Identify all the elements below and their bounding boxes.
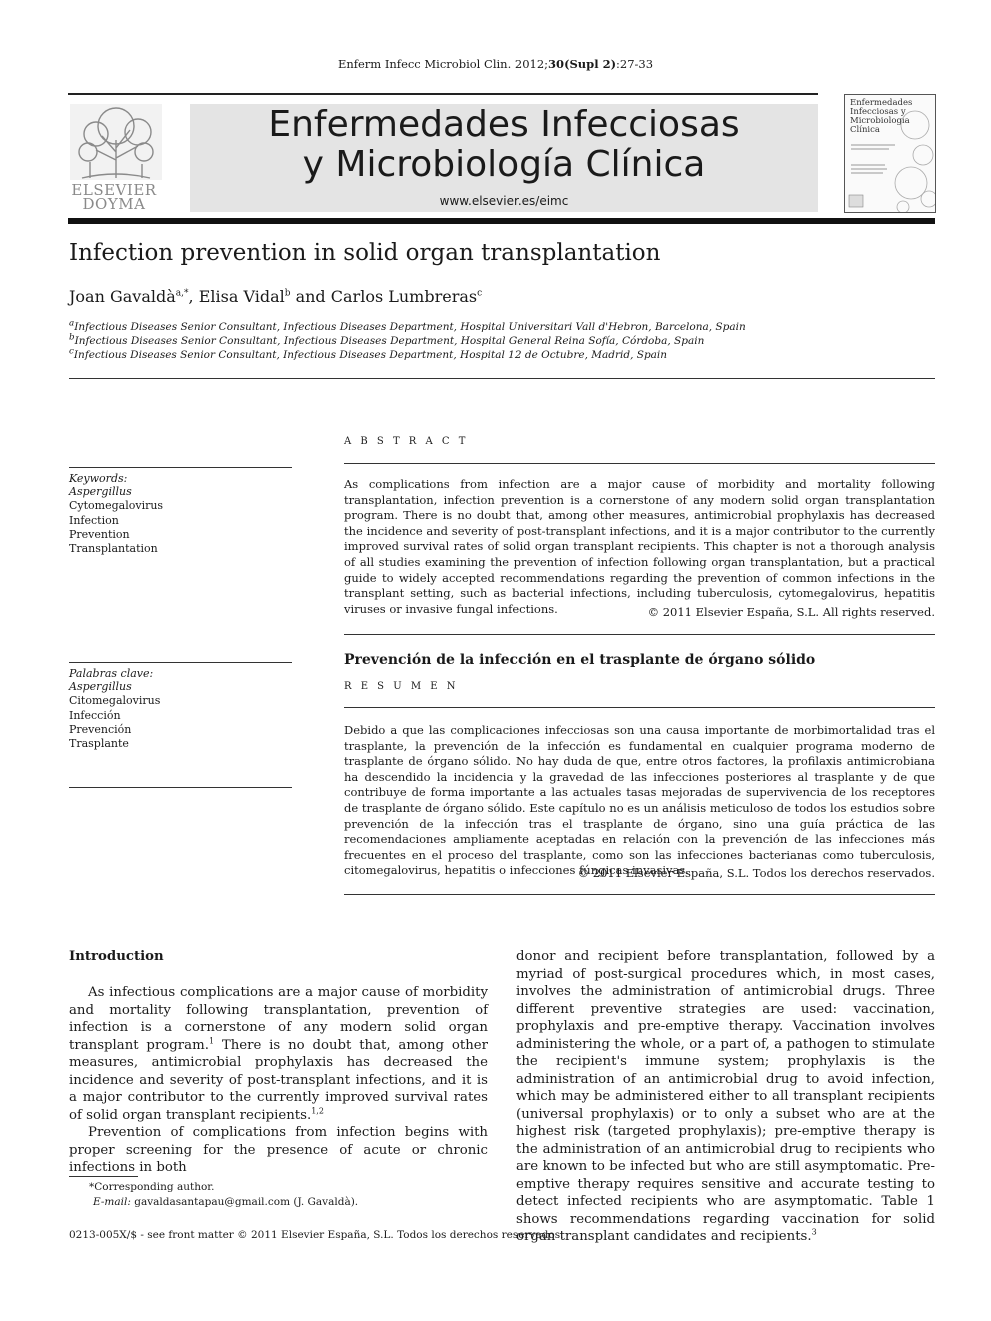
divider xyxy=(69,378,935,379)
keyword: Infección xyxy=(69,708,121,722)
keyword: Prevención xyxy=(69,722,132,736)
section-heading-introduction: Introduction xyxy=(69,949,164,964)
footnote-email: E-mail: gavaldasantapau@gmail.com (J. Gavaldà). xyxy=(93,1196,359,1208)
author-name: Carlos Lumbreras xyxy=(330,287,478,306)
keyword: Cytomegalovirus xyxy=(69,499,164,513)
affiliation: $^a$Infectious Diseases Senior Consultant, Infectious Diseases Department, Hospital Universitari Vall d'Hebron, Barcelona, Spain xyxy=(69,318,746,333)
divider xyxy=(344,463,935,464)
body-paragraph: As infectious complications are a major cause of morbidity and mortality following transplantation, prevention of infection is a cornerstone of any modern solid organ transplant program.$^1$ There is no doubt that, among other measures, antimicrobial prophylaxis has decreased the incidence and severity of post-transplant infections, and it is a major contributor to the currently improved survival rates of solid organ transplant recipients.$^{1,2}$ xyxy=(69,985,488,1123)
front-matter-line: 0213-005X/$ - see front matter © 2011 Elsevier España, S.L. Todos los derechos reservados. xyxy=(69,1229,564,1241)
keyword: Aspergillus xyxy=(69,680,132,693)
journal-cover-thumbnail xyxy=(844,94,936,213)
body-right-column: donor and recipient before transplantation, followed by a myriad of post-surgical procedures which, in most cases, involves the administration of antimicrobial drugs. Three different preventive strategies are used: vaccination, prophylaxis and pre-emptive therapy. Vaccination involves administering the whole, or a part of, a pathogen to stimulate the recipient's immune system; prophylaxis is the administration of an antimicrobial drug to avoid infection, which may be administered either to all transplant recipients (universal prophylaxis) or to only a subset who are at the highest risk (targeted prophylaxis); pre-emptive therapy is the administration of an antimicrobial drug to recipients who are known to be infected but who are still asymptomatic. Pre-emptive therapy requires sensitive and accurate testing to detect infected recipients who are asymptomatic. Table 1 shows recommendations regarding vaccination for solid organ transplant candidates and recipients.$^3$ xyxy=(516,949,935,1244)
divider xyxy=(69,662,292,663)
abstract-text: As complications from infection are a major cause of morbidity and mortality following transplantation, infection prevention is a cornerstone of any modern solid organ transplantation program. There is no doubt that, among other measures, antimicrobial prophylaxis has decreased the incidence and severity of post-transplant infections, and it is a major contributor to the currently improved survival rates of solid organ transplant recipients. This chapter is not a thorough analysis of all studies examining the prevention of infection following organ transplantation, but a practical guide to widely accepted recommendations regarding the prevention of common infections in the transplant setting, such as bacterial infections, including tuberculosis, cytomegalovirus, hepatitis viruses or invasive fungal infections. xyxy=(344,477,935,616)
keyword: Transplantation xyxy=(69,542,158,556)
footnote-rule xyxy=(69,1176,138,1177)
journal-url[interactable]: www.elsevier.es/eimc xyxy=(439,194,569,208)
resumen-label: R E S U M E N xyxy=(344,681,459,692)
cover-art-icon xyxy=(845,95,935,212)
article-title: Infection prevention in solid organ transplantation xyxy=(69,240,661,266)
author-name: Joan Gavaldà xyxy=(69,287,176,306)
affiliation: $^b$Infectious Diseases Senior Consultant, Infectious Diseases Department, Hospital General Reina Sofía, Córdoba, Spain xyxy=(69,332,705,347)
journal-citation: Enferm Infecc Microbiol Clin. 2012;30(Supl 2):27-33 xyxy=(337,57,654,71)
divider xyxy=(344,894,935,895)
spanish-title: Prevención de la infección en el trasplante de órgano sólido xyxy=(344,652,816,668)
divider xyxy=(69,787,292,788)
palabras-clave-block xyxy=(69,667,160,751)
publisher-wordmark: ELSEVIER DOYMA xyxy=(71,181,157,213)
divider xyxy=(344,707,935,708)
keyword: Trasplante xyxy=(69,737,129,751)
masthead-bottom-rule xyxy=(68,218,935,224)
abstract-label: A B S T R A C T xyxy=(344,436,469,447)
keywords-heading: Keywords: xyxy=(69,472,128,485)
journal-title: Enfermedades Infecciosas y Microbiología Clínica xyxy=(268,104,740,185)
masthead-top-rule xyxy=(68,93,818,95)
palabras-clave-heading: Palabras clave: xyxy=(69,667,154,680)
body-paragraph: Prevention of complications from infection begins with proper screening for the presence of acute or chronic infections in both xyxy=(69,1125,488,1175)
divider xyxy=(69,467,292,468)
cover-title: Enfermedades Infecciosas y Microbiología Clínica xyxy=(850,98,913,135)
footnote-corresponding: *Corresponding author. xyxy=(89,1181,215,1193)
email-link[interactable]: gavaldasantapau@gmail.com (J. Gavaldà). xyxy=(130,1196,359,1208)
keyword: Infection xyxy=(69,513,119,527)
keyword: Citomegalovirus xyxy=(69,694,161,708)
keywords-block xyxy=(69,472,163,556)
keyword: Aspergillus xyxy=(69,485,132,498)
resumen-text: Debido a que las complicaciones infecciosas son una causa importante de morbimortalidad tras el trasplante, la prevención de la infección es fundamental en cualquier programa moderno de trasplante de órgano sólido. No hay duda de que, entre otros factores, la profilaxis antimicrobiana ha descendido la incidencia y la gravedad de las infecciones posteriores al trasplante y de que contribuye de forma importante a las actuales tasas mejoradas de supervivencia de los receptores de trasplante de órgano sólido. Este capítulo no es un análisis meticuloso de todos los estudios sobre prevención de la infección tras el trasplante de órgano, sino una guía práctica de las recomendaciones ampliamente aceptadas en relación con la prevención de las infecciones más frecuentes en el proceso del trasplante, como son las infecciones bacterianas como tuberculosis, citomegalovirus, hepatitis o infecciones fúngicas invasivas. xyxy=(344,723,935,878)
body-paragraph: donor and recipient before transplantation, followed by a myriad of post-surgical procedures which, in most cases, involves the administration of antimicrobial drugs. Three different preventive strategies are used: vaccination, prophylaxis and pre-emptive therapy. Vaccination involves administering the whole, or a part of, a pathogen to stimulate the recipient's immune system; prophylaxis is the administration of an antimicrobial drug to avoid infection, which may be administered either to all transplant recipients (universal prophylaxis) or to only a subset who are at the highest risk (targeted prophylaxis); pre-emptive therapy is the administration of an antimicrobial drug to recipients who are known to be infected but who are still asymptomatic. Pre-emptive therapy requires sensitive and accurate testing to detect infected recipients who are asymptomatic. Table 1 shows recommendations regarding vaccination for solid organ transplant candidates and recipients. xyxy=(516,949,935,1244)
divider xyxy=(344,634,935,635)
affiliation: $^c$Infectious Diseases Senior Consultant, Infectious Diseases Department, Hospital 12 de Octubre, Madrid, Spain xyxy=(69,346,668,361)
author-list: Joan Gavaldà$^{a,*}$, Elisa Vidal$^b$ and Carlos Lumbreras$^c$ xyxy=(69,287,483,306)
abstract-copyright: © 2011 Elsevier España, S.L. All rights reserved. xyxy=(647,605,935,619)
body-left-column xyxy=(69,984,488,1177)
keyword: Prevention xyxy=(69,527,130,541)
resumen-copyright: © 2011 Elsevier España, S.L. Todos los derechos reservados. xyxy=(577,866,935,880)
author-name: Elisa Vidal xyxy=(198,287,285,306)
